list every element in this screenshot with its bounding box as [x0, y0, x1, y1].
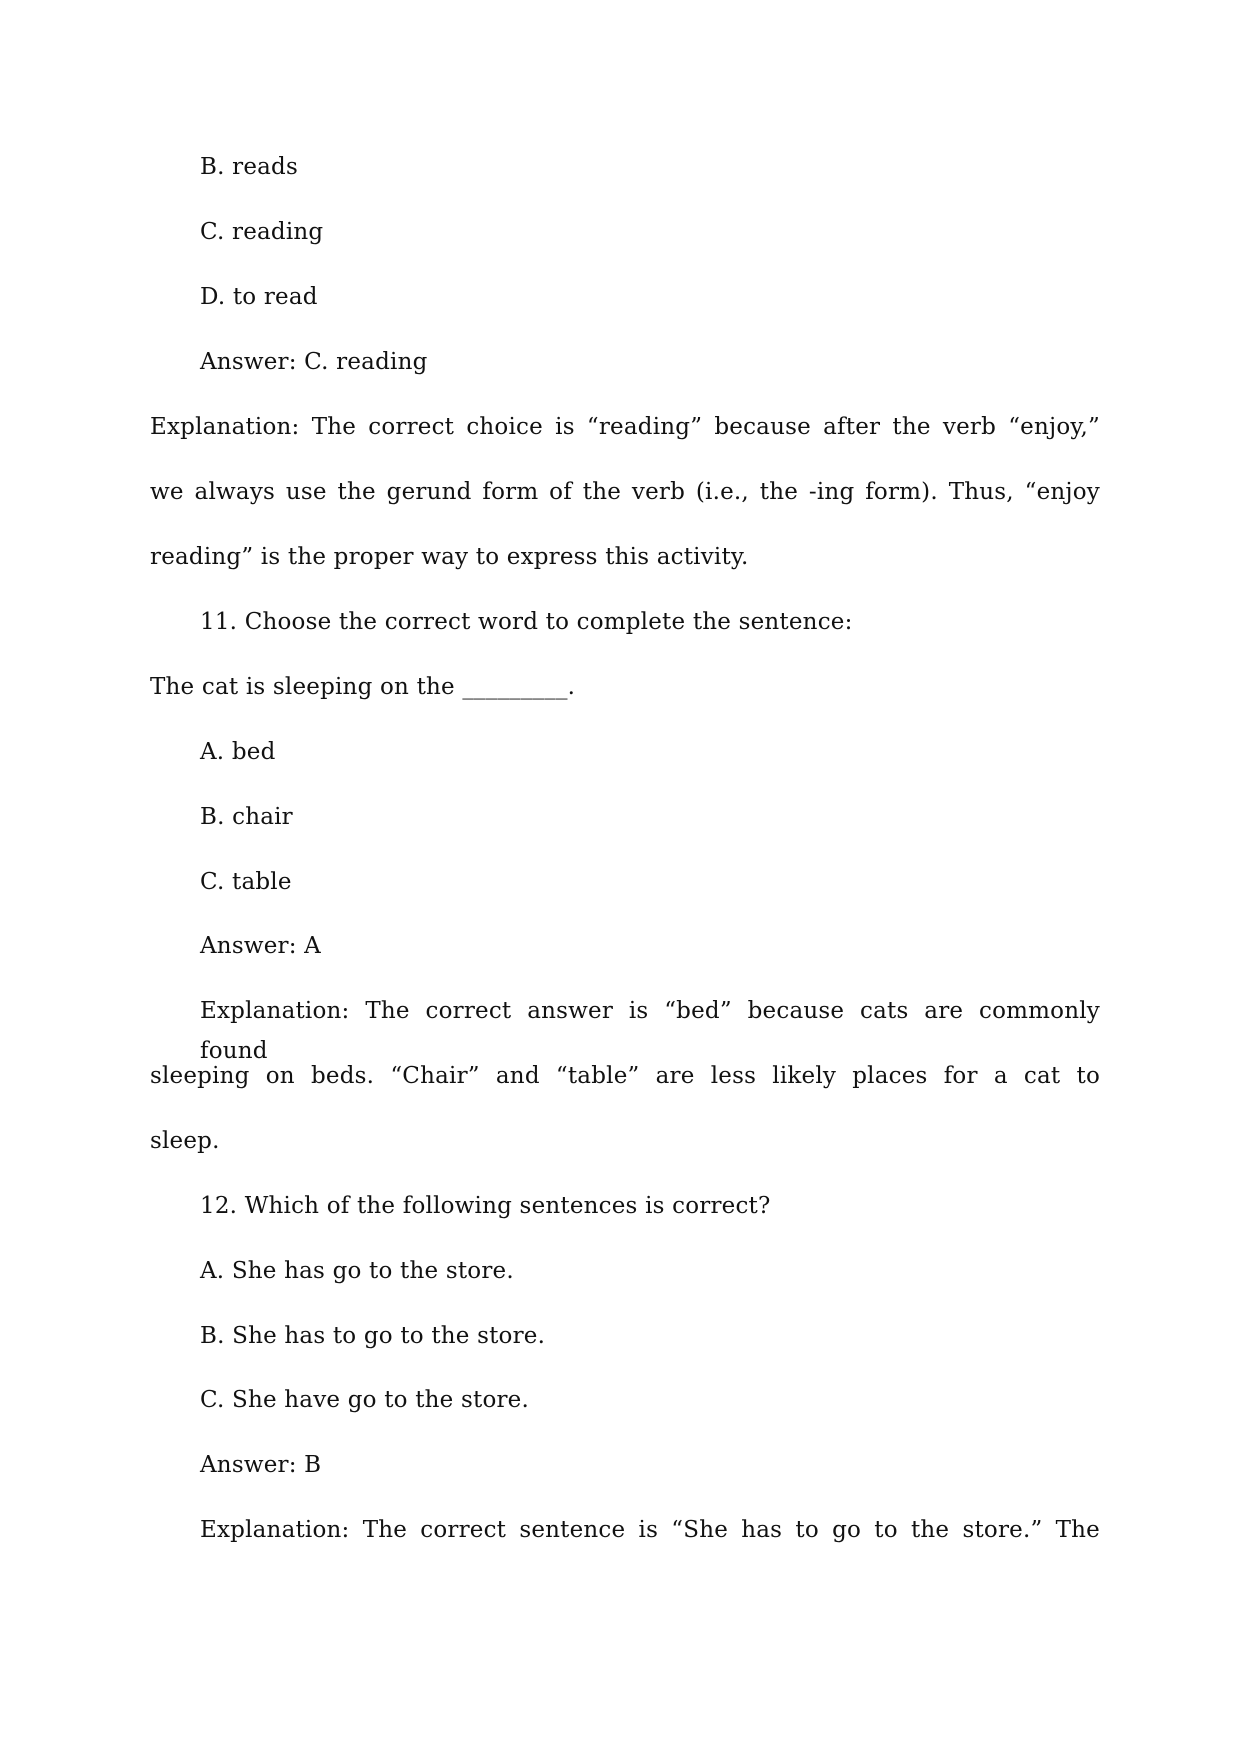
q10-explanation-line-2: we always use the gerund form of the verb (i.e., the -ing form). Thus, “enjoy — [150, 479, 1100, 505]
q10-option-c: C. reading — [200, 219, 324, 245]
q10-explanation-line-3: reading” is the proper way to express this activity. — [150, 544, 749, 570]
q10-option-b: B. reads — [200, 154, 298, 180]
q11-explanation-line-2: sleeping on beds. “Chair” and “table” are less likely places for a cat to — [150, 1063, 1100, 1089]
q10-explanation-line-1: Explanation: The correct choice is “reading” because after the verb “enjoy,” — [150, 414, 1100, 440]
q11-option-a: A. bed — [200, 739, 276, 765]
q12-explanation-line-1: Explanation: The correct sentence is “She has to go to the store.” The — [200, 1517, 1100, 1543]
q12-prompt: 12. Which of the following sentences is correct? — [200, 1193, 771, 1219]
q11-explanation-line-3: sleep. — [150, 1128, 220, 1154]
q11-option-b: B. chair — [200, 804, 293, 830]
q11-option-c: C. table — [200, 869, 292, 895]
q12-answer: Answer: B — [200, 1452, 322, 1478]
q10-answer: Answer: C. reading — [200, 349, 428, 375]
q10-option-d: D. to read — [200, 284, 318, 310]
q12-option-b: B. She has to go to the store. — [200, 1323, 546, 1349]
q12-option-a: A. She has go to the store. — [200, 1258, 514, 1284]
q11-sentence: The cat is sleeping on the _________. — [150, 674, 576, 700]
q11-answer: Answer: A — [200, 933, 321, 959]
q11-explanation-line-1: Explanation: The correct answer is “bed” because cats are commonly found — [200, 998, 1100, 1064]
q11-prompt: 11. Choose the correct word to complete the sentence: — [200, 609, 853, 635]
q12-option-c: C. She have go to the store. — [200, 1387, 530, 1413]
